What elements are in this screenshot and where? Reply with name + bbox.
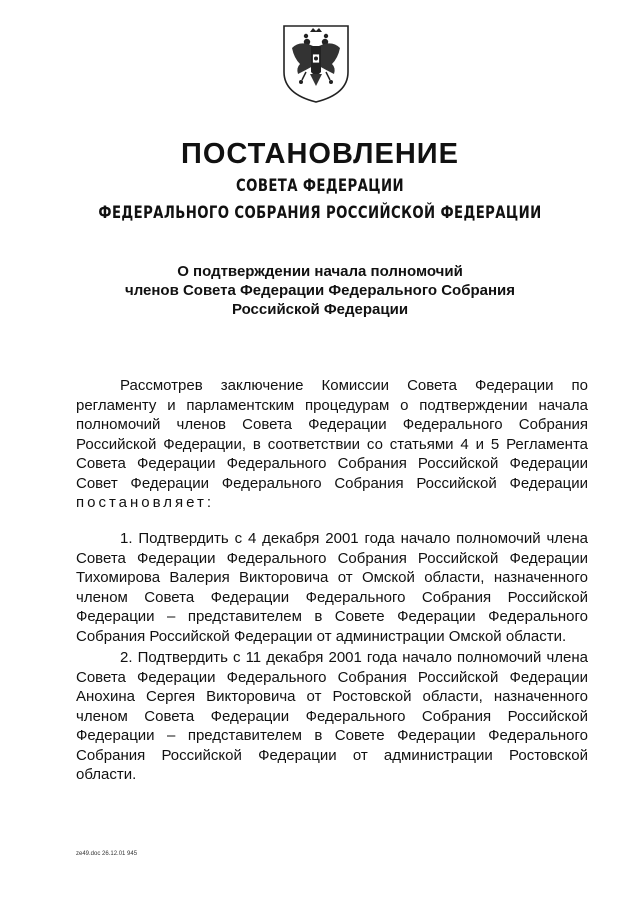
issuer-line-1: СОВЕТА ФЕДЕРАЦИИ — [236, 176, 404, 196]
document-subject — [0, 262, 640, 319]
intro-paragraph — [76, 376, 588, 513]
intro-text: Рассмотрев заключение Комиссии Совета Федерации по регламенту и парламентским процедурам о подтверждении начала полномочий членов Совета Федерации Федерального Собрания Российской Федерации, в соответствии со статьями 4 и 5 Регламента Совета Федерации Федерального Собрания Российской Федерации Совет Федерации Федерального Собрания Российской Федерации — [76, 377, 588, 492]
issuer-line-2: ФЕДЕРАЛЬНОГО СОБРАНИЯ РОССИЙСКОЙ ФЕДЕРАЦИИ — [98, 203, 542, 223]
double-headed-eagle-icon — [280, 22, 352, 104]
subject-line-1: О подтверждении начала полномочий — [177, 263, 463, 280]
resolution-item-1: 1. Подтвердить с 4 декабря 2001 года начало полномочий члена Совета Федерации Федерального Собрания Российской Федерации Тихомирова Валерия Викторовича от Омской области, назначенного членом Совета Федерации Федерального Собрания Российской Федерации – представителем в Совете Федерации Федерального Собрания Российской Федерации от администрации Омской области. — [76, 530, 588, 645]
document-title: ПОСТАНОВЛЕНИЕ — [181, 138, 459, 170]
intro-section — [76, 376, 588, 513]
decree-word: постановляет: — [76, 494, 215, 511]
subject-line-3: Российской Федерации — [231, 301, 409, 318]
subject-line-2: членов Совета Федерации Федерального Собрания — [124, 282, 516, 299]
resolution-items — [76, 529, 588, 785]
document-code: ze49.doc 26.12.01 945 — [76, 851, 138, 857]
resolution-item-2: 2. Подтвердить с 11 декабря 2001 года начало полномочий члена Совета Федерации Федерального Собрания Российской Федерации Анохина Сергея Викторовича от Ростовской области, назначенного членом Совета Федерации Федерального Собрания Российской Федерации – представителем в Совете Федерации Федерального Собрания Российской Федерации от администрации Ростовской области. — [76, 649, 588, 783]
